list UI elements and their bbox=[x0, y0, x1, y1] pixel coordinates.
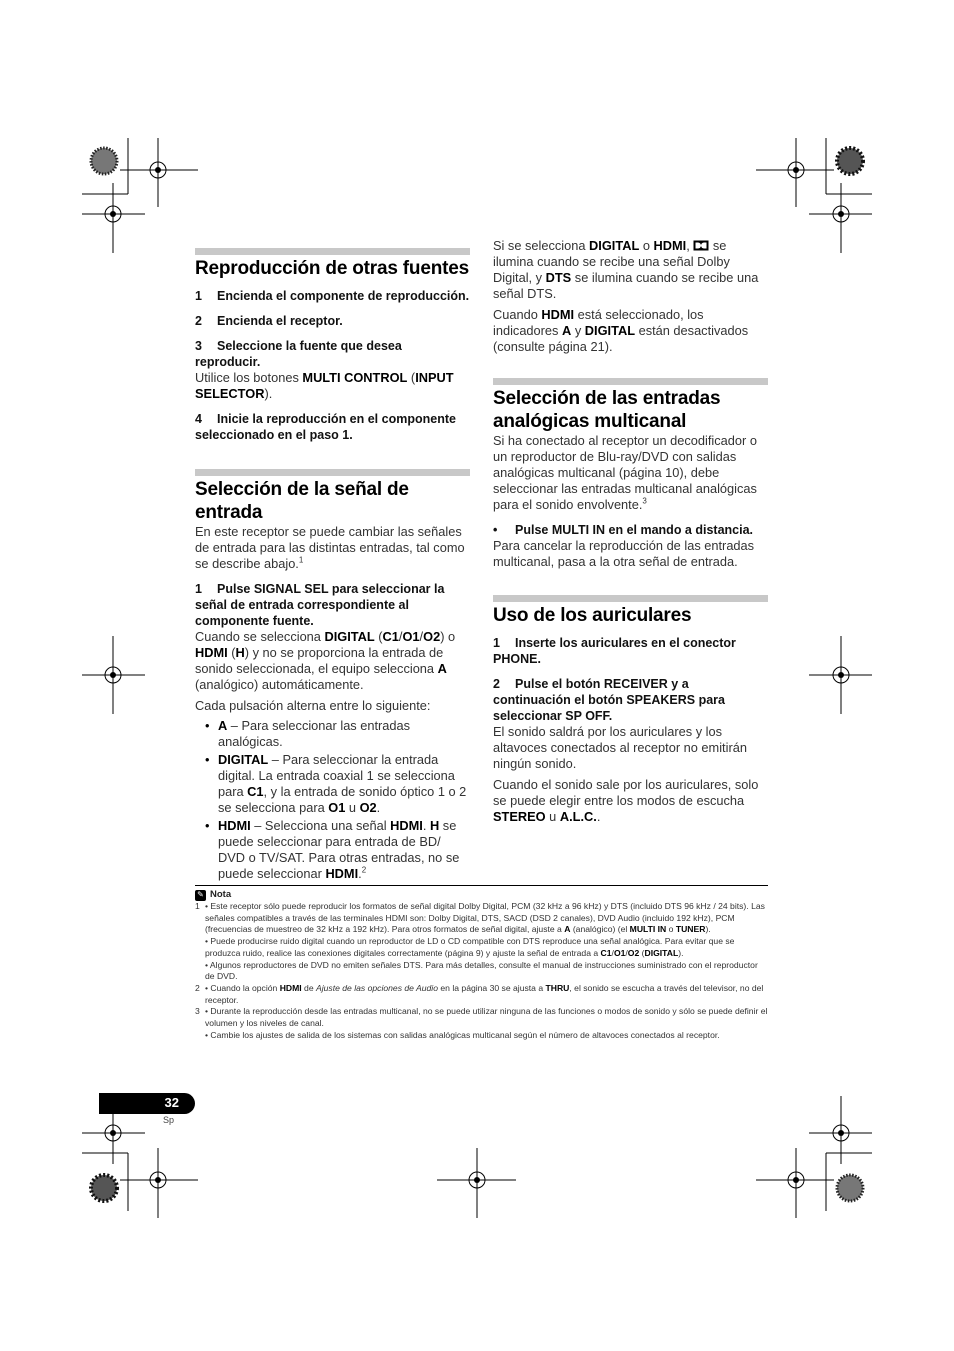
section-title-multicanal: Selección de las entradas analógicas multicanal bbox=[493, 388, 721, 432]
cycle-text: Cada pulsación alterna entre lo siguiente: bbox=[195, 698, 431, 713]
section-title-otras-fuentes: Reproducción de otras fuentes bbox=[195, 258, 469, 279]
section-bar bbox=[493, 595, 768, 602]
list-item: • HDMI – Selecciona una señal HDMI. H se puede seleccionar para entrada de BD/ DVD o TV/SAT. Para otras entradas, no se puede seleccionar HDMI.$^2$ bbox=[218, 818, 470, 882]
signal-intro: En este receptor se puede cambiar las señales de entrada para las distintas entradas, tal como se describe abajo.$^1$ bbox=[195, 524, 465, 571]
right-column bbox=[493, 238, 768, 825]
signal-step-1: 1 Pulse SIGNAL SEL para seleccionar la señal de entrada correspondiente al componente fuente. bbox=[195, 582, 445, 628]
digital-hdmi-text: Si se selecciona DIGITAL o HDMI, se ilumina cuando se recibe una señal Dolby Digital, y DTS se ilumina cuando se recibe una señal DTS. bbox=[493, 238, 759, 301]
page-number-badge: 32 bbox=[99, 1093, 195, 1114]
section-bar bbox=[493, 378, 768, 385]
section-title-senal-entrada: Selección de la señal de entrada bbox=[195, 479, 409, 523]
step-3: 3 Seleccione la fuente que desea reproducir. bbox=[195, 339, 402, 369]
note-1c: • Algunos reproductores de DVD no emiten señales DTS. Para más detalles, consulte el manual de instrucciones suministrado con el reproductor de DVD. bbox=[205, 959, 758, 982]
note-2: 2 • Cuando la opción HDMI de Ajuste de las opciones de Audio en la página 30 se ajusta a THRU, el sonido se escucha a través del televisor, no del receptor. bbox=[195, 982, 764, 1005]
section-title-auriculares: Uso de los auriculares bbox=[493, 605, 692, 626]
input-options-list bbox=[195, 718, 470, 882]
note-3a: 3 • Durante la reproducción desde las entradas multicanal, no se puede utilizar ninguna de las funciones o modos de sonido y sólo se puede definir el volumen y los niveles de canal. bbox=[195, 1006, 768, 1029]
signal-step-1-desc: Cuando se selecciona DIGITAL (C1/O1/O2) o HDMI (H) y no se proporciona la entrada de sonido seleccionada, el equipo selecciona A (analógico) automáticamente. bbox=[195, 629, 456, 692]
auriculares-desc-2: Cuando el sonido sale por los auriculares, solo se puede elegir entre los modos de escucha STEREO u A.L.C.. bbox=[493, 777, 759, 824]
notes-section bbox=[195, 885, 768, 1041]
auriculares-desc-1: El sonido saldrá por los auriculares y los altavoces conectados al receptor no emitirán ningún sonido. bbox=[493, 724, 747, 771]
multi-in-step: • Pulse MULTI IN en el mando a distancia. bbox=[493, 523, 754, 537]
section-bar bbox=[195, 469, 470, 476]
multi-in-desc: Para cancelar la reproducción de las entradas multicanal, pasa a la otra señal de entrada. bbox=[493, 538, 755, 569]
step-3-desc: Utilice los botones MULTI CONTROL (INPUT SELECTOR). bbox=[195, 370, 454, 401]
language-code: Sp bbox=[163, 1115, 175, 1125]
list-item: • DIGITAL – Para seleccionar la entrada digital. La entrada coaxial 1 se selecciona para C1, y la entrada de sonido óptico 1 o 2 se selecciona para O1 u O2. bbox=[218, 752, 470, 816]
note-1a: 1 • Este receptor sólo puede reproducir los formatos de señal digital Dolby Digital, PCM (32 kHz a 96 kHz) y DTS (incluido DTS 96 kHz / 24 bits). Las señales compatibles a través de las terminales HDMI son: Dolby Digital, DTS, SACD (DSD 2 canales), DVD Audio (incluido 192 kHz), PCM (frecuencias de muestreo de 32 kHz a 192 kHz). Para otros formatos de señal digital, ajuste a A (analógico) (el MULTI IN o TUNER). bbox=[195, 901, 765, 935]
note-icon: ✎ bbox=[195, 890, 206, 901]
hdmi-selected-text: Cuando HDMI está seleccionado, los indicadores A y DIGITAL están desactivados (consulte página 21). bbox=[493, 307, 749, 354]
multicanal-intro: Si ha conectado al receptor un decodificador o un reproductor de Blu-ray/DVD con salidas analógicas multicanal (página 10), debe seleccionar las entradas multicanal analógicas para el sonido envolvente.$^3$ bbox=[493, 433, 757, 512]
auriculares-step-1: 1 Inserte los auriculares en el conector PHONE. bbox=[493, 636, 736, 666]
left-column bbox=[195, 248, 470, 884]
notes-heading: ✎ Nota bbox=[195, 889, 768, 901]
step-2: 2 Encienda el receptor. bbox=[195, 314, 343, 328]
note-3b: • Cambie los ajustes de salida de los sistemas con salidas analógicas multicanal según el número de altavoces conectados al receptor. bbox=[205, 1029, 720, 1040]
note-1b: • Puede producirse ruido digital cuando un reproductor de LD o CD compatible con DTS reproduce una señal analógica. Para evitar que se produzca ruido, realice las conexiones digitales correctamente (página 9) y ajuste la señal de entrada a C1/O1/O2 (DIGITAL). bbox=[205, 936, 735, 958]
list-item: • A – Para seleccionar las entradas analógicas. bbox=[218, 718, 470, 750]
section-bar bbox=[195, 248, 470, 255]
dolby-digital-icon bbox=[693, 239, 709, 250]
auriculares-step-2: 2 Pulse el botón RECEIVER y a continuación el botón SPEAKERS para seleccionar SP OFF. bbox=[493, 677, 725, 723]
step-4: 4 Inicie la reproducción en el componente seleccionado en el paso 1. bbox=[195, 412, 456, 442]
step-1: 1 Encienda el componente de reproducción. bbox=[195, 289, 470, 303]
